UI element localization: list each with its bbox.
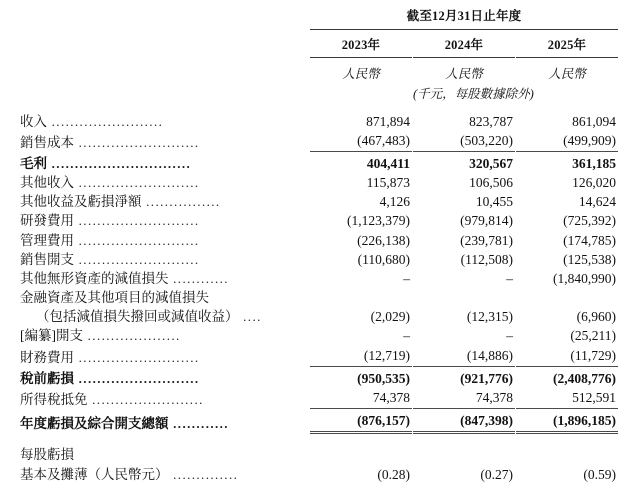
cell-value: – [403,328,410,344]
cell-value: 74,378 [310,388,412,409]
cell-value: (1,896,185) [516,409,618,433]
row-label-text: 研發費用 [20,213,74,229]
table-row [20,250,618,269]
leader-dots: ........................ [47,113,164,129]
column-header-year-2023: 2023年 [341,37,381,52]
row-label [20,131,310,152]
leader-dots: .............. [168,466,239,482]
leader-dots: .... [238,309,262,325]
table-row [20,211,618,230]
cell-empty [413,445,515,464]
leader-dots: .......................... [74,232,200,248]
header-years-spacer [20,29,310,57]
table-row [20,326,618,345]
row-label-text: 稅前虧損 [20,370,74,386]
row-label-text: 其他無形資產的減值損失 [20,270,169,286]
cell-value: (2,029) [370,309,410,325]
header-period-row [20,0,618,27]
leader-dots: ........................ [87,391,204,407]
row-label-text: [編纂]開支 [20,328,83,344]
cell-value: – [506,328,513,344]
row-label-text: 毛利 [20,155,47,171]
cell-value: 320,567 [469,155,513,171]
cell-value: (239,781) [460,232,513,248]
cell-value: – [506,270,513,286]
header-currency-row [20,59,618,83]
cell-value: 14,624 [578,194,617,210]
table-row [20,307,618,326]
row-label-text: 管理費用 [20,232,74,248]
cell-value: (12,719) [310,346,412,367]
cell-value [310,288,412,307]
row-label [20,346,310,367]
row-label-text: 銷售成本 [20,134,74,150]
cell-value: 115,873 [366,174,410,190]
table-row [20,269,618,288]
cell-value: 126,020 [572,174,617,190]
cell-value: (467,483) [310,131,412,152]
cell-value: (876,157) [310,409,412,433]
row-label [20,211,310,230]
cell-value: – [403,270,410,286]
cell-empty [516,445,618,464]
cell-value: 404,411 [366,155,410,171]
leader-dots: .......................... [74,251,200,267]
table-row [20,192,618,211]
cell-value: (1,840,990) [553,270,617,286]
cell-value: (6,960) [576,309,617,325]
leader-dots: .......................... [74,213,200,229]
currency-label-2024: 人民幣 [445,66,483,81]
table-header [20,0,618,112]
row-label-text: 其他收益及虧損淨額 [20,194,142,210]
per-share-title: 每股虧損 [20,447,74,463]
table-row [20,230,618,249]
leader-dots: ............ [168,270,229,286]
row-label [20,230,310,249]
table-row [20,112,618,131]
leader-dots: .......................... [74,370,200,386]
table-row [20,367,618,388]
row-label-text: 收入 [20,113,47,129]
row-label-text: 其他收入 [20,174,74,190]
section-gap [20,433,618,446]
cell-value: (921,776) [460,370,513,386]
row-label-text: 年度虧損及綜合開支總額 [20,415,169,431]
leader-dots: .................... [83,328,181,344]
header-spacer [20,0,310,27]
cell-value: (11,729) [516,346,618,367]
leader-dots: ............ [168,415,229,431]
cell-value: (12,315) [466,309,513,325]
currency-spacer [20,59,310,83]
cell-value: 106,506 [469,174,513,190]
cell-value: (0.27) [480,466,513,482]
table-row [20,288,618,307]
row-label [20,326,310,345]
row-label [20,173,310,192]
row-label-text: 所得稅抵免 [20,391,88,407]
per-share-value-row [20,465,618,484]
table-row [20,173,618,192]
table-row [20,152,618,173]
cell-value: 361,185 [572,155,617,171]
cell-value: 512,591 [516,388,618,409]
cell-value: (725,392) [563,213,617,229]
row-label [20,250,310,269]
leader-dots: ................ [141,194,221,210]
cell-value: 823,787 [469,113,513,129]
cell-empty [310,445,412,464]
cell-value: (25,211) [570,328,617,344]
cell-value [516,288,618,307]
row-label [20,367,310,388]
column-header-year-2024: 2024年 [444,37,484,52]
row-label [20,152,310,173]
cell-value [413,288,515,307]
per-share-label [20,465,310,484]
cell-value: (14,886) [413,346,515,367]
cell-value: 861,094 [572,113,617,129]
unit-note: (千元，每股數據除外) [413,86,534,101]
row-label-text: 財務費用 [20,349,74,365]
cell-value: (1,123,379) [347,213,410,229]
row-label-text: （包括減值損失撥回或減值收益） [36,309,239,325]
header-years-row [20,29,618,57]
cell-value: (950,535) [357,370,410,386]
cell-value: (0.59) [583,466,617,482]
row-label [20,388,310,409]
leader-dots: .......................... [74,134,200,150]
row-label [20,288,310,307]
cell-value: 74,378 [413,388,515,409]
cell-value: 4,126 [379,194,410,210]
cell-value: (125,538) [563,251,617,267]
cell-value: (112,508) [460,251,513,267]
period-title: 截至12月31日止年度 [406,9,522,23]
table-row [20,346,618,367]
row-label [20,192,310,211]
cell-value: (847,398) [413,409,515,433]
cell-value: (226,138) [357,232,410,248]
leader-dots: .............................. [47,155,192,171]
per-share-title-row [20,445,618,464]
table-row [20,388,618,409]
currency-label-2025: 人民幣 [548,66,586,81]
income-statement-table [20,0,618,484]
cell-value: (499,909) [516,131,618,152]
row-label [20,307,310,326]
cell-value: (2,408,776) [553,370,617,386]
cell-value: (110,680) [357,251,410,267]
cell-value: 871,894 [366,113,410,129]
cell-value: (979,814) [460,213,513,229]
table-row [20,131,618,152]
row-label [20,409,310,433]
header-unit-row [20,83,618,112]
leader-dots: .......................... [74,174,200,190]
column-header-year-2025: 2025年 [547,37,587,52]
currency-label-2023: 人民幣 [342,66,380,81]
leader-dots: .......................... [74,349,200,365]
per-share-label-text: 基本及攤薄（人民幣元） [20,466,169,482]
table-row [20,409,618,433]
cell-value: (503,220) [413,131,515,152]
row-label-text: 銷售開支 [20,251,74,267]
cell-value: (0.28) [377,466,410,482]
cell-value: 10,455 [475,194,513,210]
row-label [20,112,310,131]
row-label [20,269,310,288]
unit-spacer [20,83,310,112]
unit-note-2023 [310,83,412,112]
row-label-text: 金融資產及其他項目的減值損失 [20,290,209,306]
table-body [20,112,618,484]
cell-value: (174,785) [563,232,617,248]
